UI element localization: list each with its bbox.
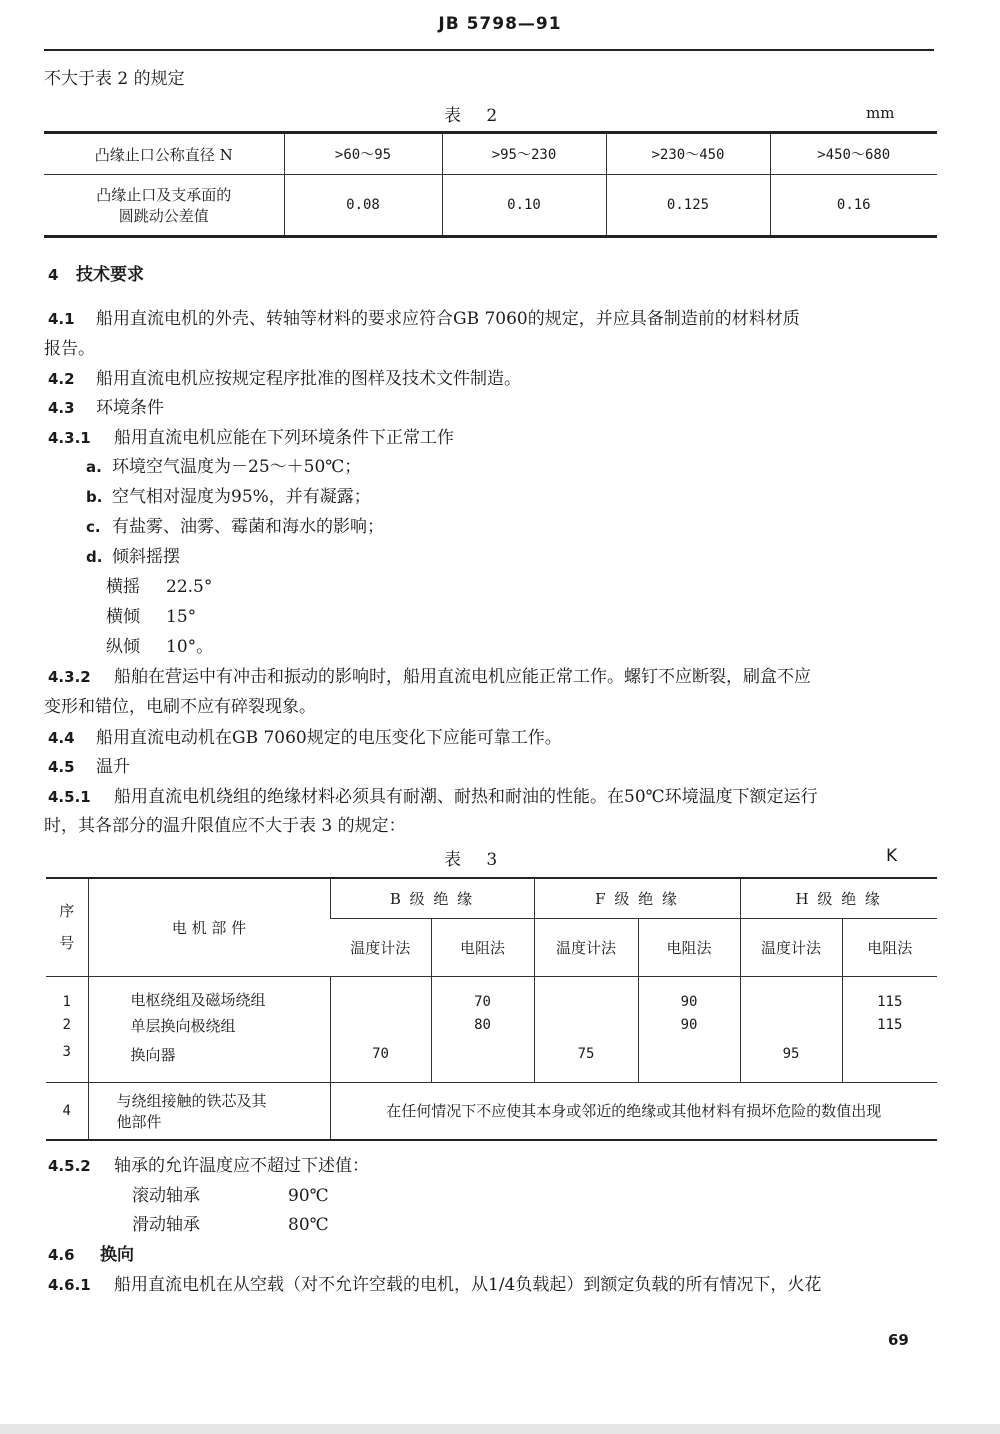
section-4-3-1-text: 船用直流电机应能在下列环境条件下正常工作 — [114, 428, 454, 448]
table3-header-class-f: F 级 绝 缘 — [534, 878, 740, 918]
section-4-5-2-number: 4.5.2 — [48, 1157, 91, 1175]
section-4-1-line2: 报告。 — [44, 339, 95, 359]
table3-header-b-thermometer: 温度计法 — [330, 918, 431, 976]
table2-cell: >230～450 — [606, 133, 770, 175]
section-4-3-2-line2: 变形和错位，电刷不应有碎裂现象。 — [44, 697, 316, 717]
table3-value — [740, 1010, 842, 1040]
table3-header-h-thermometer: 温度计法 — [740, 918, 842, 976]
table3-value — [740, 976, 842, 1010]
section-4-2-text: 船用直流电机应按规定程序批准的图样及技术文件制造。 — [96, 369, 521, 389]
section-4-6-title: 换向 — [100, 1245, 134, 1265]
table3-value: 80 — [431, 1010, 534, 1040]
table3-part: 单层换向极绕组 — [88, 1010, 330, 1040]
table2-cell: >450～680 — [770, 133, 937, 175]
item-d-text: 倾斜摇摆 — [112, 547, 180, 567]
table3-header-f-resistance: 电阻法 — [638, 918, 740, 976]
header-rule — [44, 49, 934, 51]
table3-value — [330, 1010, 431, 1040]
section-4-5-number: 4.5 — [48, 758, 75, 776]
section-4-4-number: 4.4 — [48, 729, 75, 747]
page-number: 69 — [888, 1331, 909, 1349]
section-4-6-1-text: 船用直流电机在从空载（对不允许空载的电机，从1/4负载起）到额定负载的所有情况下，火花 — [114, 1275, 822, 1295]
section-4-1-line1: 船用直流电机的外壳、转轴等材料的要求应符合GB 7060的规定，并应具备制造前的材料材质 — [96, 309, 800, 329]
section-4-title: 技术要求 — [76, 265, 144, 285]
section-4-5-1-line1: 船用直流电机绕组的绝缘材料必须具有耐潮、耐热和耐油的性能。在50℃环境温度下额定运行 — [114, 787, 818, 807]
table3-value: 70 — [431, 976, 534, 1010]
section-4-5-title: 温升 — [96, 757, 130, 777]
section-4-5-1-line2: 时，其各部分的温升限值应不大于表 3 的规定： — [44, 816, 406, 836]
table2-cell: 0.16 — [770, 175, 937, 237]
table3-seq: 4 — [62, 1102, 71, 1119]
tilt-trim-label: 纵倾 — [106, 637, 140, 657]
table3-value — [534, 1010, 638, 1040]
section-4-5-2-text: 轴承的允许温度应不超过下述值： — [114, 1156, 369, 1176]
table3-value — [534, 976, 638, 1010]
tilt-heel-label: 横倾 — [106, 607, 140, 627]
table3-header-h-resistance: 电阻法 — [842, 918, 937, 976]
table3-seq: 2 — [62, 1017, 71, 1033]
table-3 — [46, 877, 937, 1141]
table2-cell: 0.125 — [606, 175, 770, 237]
table3-unit: K — [886, 846, 898, 866]
table3-seq: 3 — [46, 1040, 88, 1082]
table3-value — [842, 1040, 937, 1082]
table3-part: 电枢绕组及磁场绕组 — [88, 976, 330, 1010]
table-row — [46, 1040, 937, 1082]
item-c-text: 有盐雾、油雾、霉菌和海水的影响； — [112, 517, 384, 537]
table-row — [46, 1010, 937, 1040]
table2-unit: mm — [866, 104, 895, 122]
item-a-text: 环境空气温度为－25～＋50℃； — [112, 457, 362, 477]
table-row — [46, 1082, 937, 1140]
table3-value: 115 — [842, 1010, 937, 1040]
table3-row4-part-line2: 他部件 — [116, 1112, 162, 1131]
table3-header-f-thermometer: 温度计法 — [534, 918, 638, 976]
table3-value: 70 — [330, 1040, 431, 1082]
table3-value: 90 — [638, 1010, 740, 1040]
item-c-label: c. — [86, 518, 101, 536]
section-4-2-number: 4.2 — [48, 370, 75, 388]
rolling-bearing-label: 滚动轴承 — [132, 1186, 200, 1206]
table2-row2-label — [44, 175, 284, 237]
section-4-5-1-number: 4.5.1 — [48, 788, 91, 806]
tilt-trim-value: 10°。 — [166, 637, 214, 657]
table2-row-runout — [44, 175, 937, 237]
table3-value — [330, 976, 431, 1010]
section-4-3-1-number: 4.3.1 — [48, 429, 91, 447]
table3-part: 换向器 — [88, 1040, 330, 1082]
section-4-3-2-number: 4.3.2 — [48, 668, 91, 686]
table3-value: 75 — [534, 1040, 638, 1082]
item-b-label: b. — [86, 488, 103, 506]
section-4-1-number: 4.1 — [48, 310, 75, 328]
table3-header-seq: 序号 — [46, 878, 88, 976]
tilt-heel-value: 15° — [166, 607, 197, 627]
table2-cell: >60～95 — [284, 133, 442, 175]
item-a-label: a. — [86, 458, 102, 476]
table-2 — [44, 131, 937, 238]
table-row — [46, 976, 937, 1010]
table3-caption: 表 3 — [444, 850, 508, 870]
section-4-3-title: 环境条件 — [96, 398, 164, 418]
table3-value: 115 — [842, 976, 937, 1010]
table3-value — [431, 1040, 534, 1082]
table2-row2-label-line1: 凸缘止口及支承面的 — [96, 186, 232, 204]
table2-cell: >95～230 — [442, 133, 606, 175]
item-b-text: 空气相对湿度为95%，并有凝露； — [112, 487, 371, 507]
sliding-bearing-value: 80℃ — [288, 1215, 329, 1235]
section-4-3-2-line1: 船舶在营运中有冲击和振动的影响时，船用直流电机应能正常工作。螺钉不应断裂，刷盒不应 — [114, 667, 811, 687]
table3-header-class-b: B 级 绝 缘 — [330, 878, 534, 918]
table3-part — [88, 1082, 330, 1140]
table2-row1-label: 凸缘止口公称直径 N — [44, 133, 284, 175]
table3-row4-part-line1: 与绕组接触的铁芯及其 — [116, 1091, 267, 1110]
table2-caption: 表 2 — [444, 106, 508, 126]
section-4-6-1-number: 4.6.1 — [48, 1276, 91, 1294]
table2-cell: 0.10 — [442, 175, 606, 237]
section-4-4-text: 船用直流电动机在GB 7060规定的电压变化下应能可靠工作。 — [96, 728, 562, 748]
item-d-label: d. — [86, 548, 103, 566]
table3-seq: 1 — [62, 994, 71, 1010]
table2-row2-label-line2: 圆跳动公差值 — [118, 207, 209, 225]
table2-row-diameter — [44, 133, 937, 175]
table3-header-b-resistance: 电阻法 — [431, 918, 534, 976]
table3-row4-note: 在任何情况下不应使其本身或邻近的绝缘或其他材料有损坏危险的数值出现 — [330, 1082, 937, 1140]
intro-line: 不大于表 2 的规定 — [44, 69, 185, 89]
bottom-bar — [0, 1424, 1000, 1434]
table3-header-row1 — [46, 878, 937, 918]
table3-value: 95 — [740, 1040, 842, 1082]
document-code: JB 5798—91 — [438, 14, 562, 34]
section-4-number: 4 — [48, 266, 59, 284]
tilt-roll-value: 22.5° — [166, 577, 213, 597]
table3-value — [638, 1040, 740, 1082]
table2-cell: 0.08 — [284, 175, 442, 237]
tilt-roll-label: 横摇 — [106, 577, 140, 597]
sliding-bearing-label: 滑动轴承 — [132, 1215, 200, 1235]
table3-header-class-h: H 级 绝 缘 — [740, 878, 937, 918]
table3-header-part: 电 机 部 件 — [88, 878, 330, 976]
section-4-3-number: 4.3 — [48, 399, 75, 417]
section-4-6-number: 4.6 — [48, 1246, 75, 1264]
rolling-bearing-value: 90℃ — [288, 1186, 329, 1206]
table3-value: 90 — [638, 976, 740, 1010]
